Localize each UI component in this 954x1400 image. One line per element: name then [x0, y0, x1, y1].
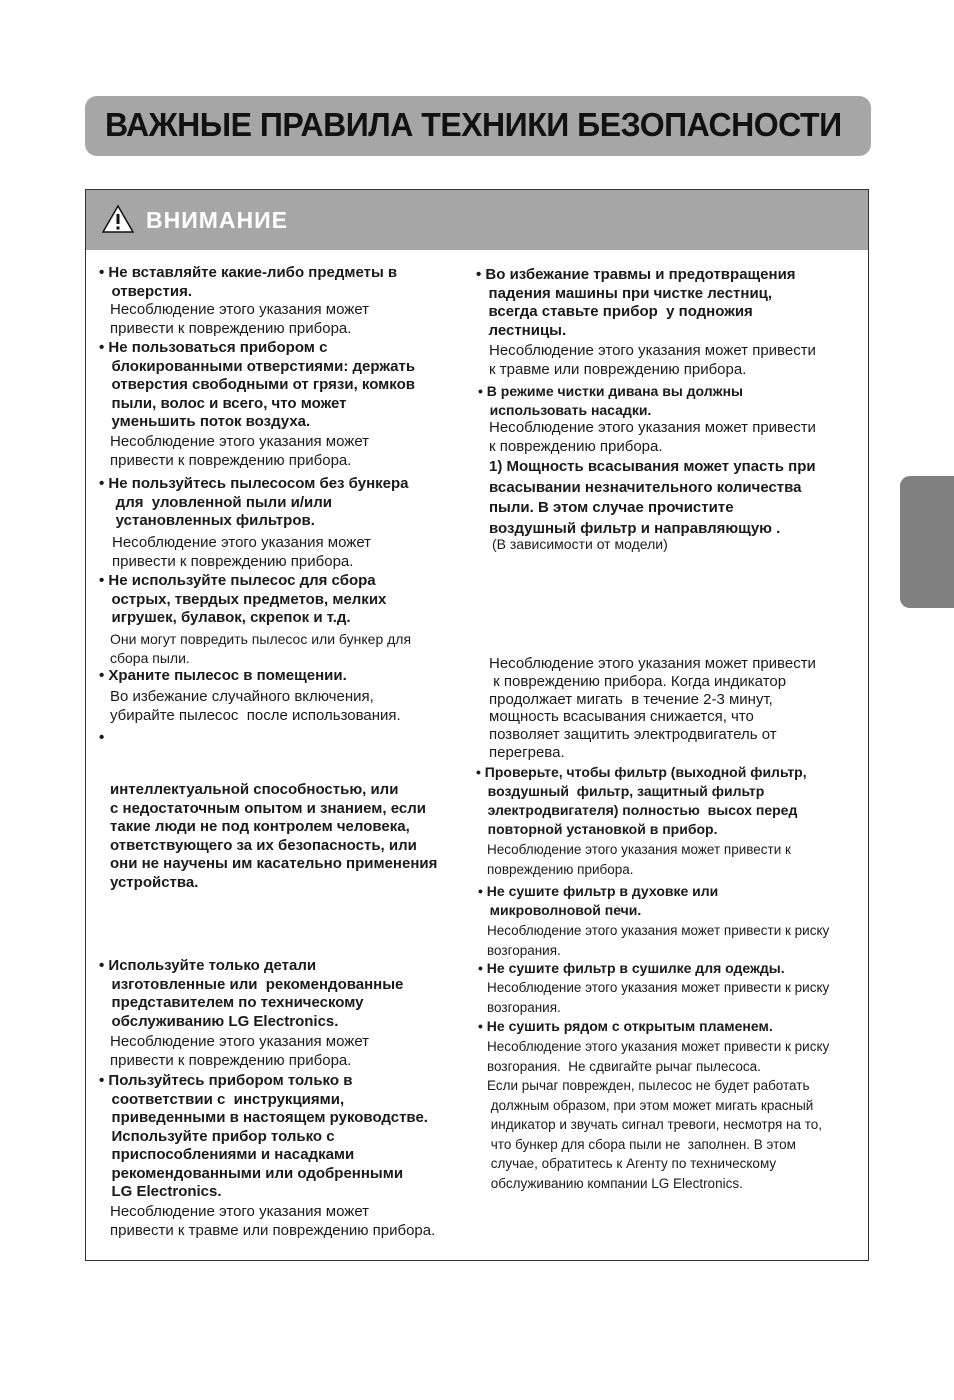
right-item-5-heading: • Не сушите фильтр в духовке или микроволновой печи. — [478, 883, 719, 918]
right-item-7-heading: • Не сушить рядом с открытым пламенем. — [478, 1018, 773, 1034]
left-item-6-text: интеллектуальной способностью, или с недостаточным опытом и знанием, если такие люди не под контролем человека, ответствующего за их безопасность, или они не научены им касательно применения устройства. — [110, 781, 438, 891]
page-title: ВАЖНЫЕ ПРАВИЛА ТЕХНИКИ БЕЗОПАСНОСТИ — [105, 106, 842, 143]
right-item-5-text: Несоблюдение этого указания может привести к риску возгорания. — [487, 923, 830, 958]
warning-header — [86, 190, 868, 250]
right-item-6-heading: • Не сушите фильтр в сушилке для одежды. — [478, 960, 785, 976]
right-item-2-note-bold: 1) Мощность всасывания может упасть при всасывании незначительного количества пыли. В этом случае прочистите воздушный фильтр и направляющую . — [489, 458, 816, 537]
left-item-8-heading: • Пользуйтесь прибором только в соответствии с инструкциями, приведенными в настоящем руководстве. Используйте прибор только с приспособлениями и насадками рекомендованными или одобренными LG Electronics. — [99, 1072, 428, 1200]
left-item-2-heading: • Не пользоваться прибором с блокированными отверстиями: держать отверстия свободными от грязи, комков пыли, волос и всего, что может уменьшить поток воздуха. — [99, 339, 416, 430]
left-item-4-text: Они могут повредить пылесос или бункер для сбора пыли. — [110, 631, 412, 666]
right-item-2-model-note: (В зависимости от модели) — [492, 536, 668, 552]
left-item-5-text: Во избежание случайного включения, убирайте пылесос после использования. — [110, 688, 401, 724]
left-item-8-text: Несоблюдение этого указания может привести к травме или повреждению прибора. — [110, 1203, 436, 1239]
right-item-4-heading: • Проверьте, чтобы фильтр (выходной фильтр, воздушный фильтр, защитный фильтр электродвигателя) полностью высох перед повторной установкой в прибор. — [476, 764, 807, 837]
left-item-1-heading: • Не вставляйте какие-либо предметы в отверстия. — [99, 264, 398, 300]
side-tab — [900, 476, 954, 608]
warning-label: ВНИМАНИЕ — [146, 207, 289, 233]
right-item-6-text: Несоблюдение этого указания может привести к риску возгорания. — [487, 980, 830, 1015]
left-item-2-text: Несоблюдение этого указания может привести к повреждению прибора. — [110, 433, 370, 469]
warning-triangle-icon — [102, 204, 134, 234]
right-item-1-heading: • Во избежание травмы и предотвращения падения машины при чистке лестниц, всегда ставьте прибор у подножия лестницы. — [476, 266, 796, 339]
right-item-2-text: Несоблюдение этого указания может привести к повреждению прибора. — [489, 419, 816, 455]
left-item-3-text: Несоблюдение этого указания может привести к повреждению прибора. — [112, 534, 372, 570]
left-item-1-text: Несоблюдение этого указания может привести к повреждению прибора. — [110, 301, 370, 337]
left-item-6-bullet: • — [99, 729, 105, 746]
right-item-2-heading: • В режиме чистки дивана вы должны использовать насадки. — [478, 383, 743, 418]
left-item-3-heading: • Не пользуйтесь пылесосом без бункера для уловленной пыли и/или установленных фильтров. — [99, 475, 409, 529]
title-bar — [85, 96, 871, 156]
left-item-4-heading: • Не используйте пылесос для сбора острых, твердых предметов, мелких игрушек, булавок, скрепок и т.д. — [99, 572, 387, 626]
right-item-7-text: Несоблюдение этого указания может привести к риску возгорания. Не сдвигайте рычаг пылесоса. Если рычаг поврежден, пылесос не будет работать должным образом, при этом может мигать красный индикатор и звучать сигнал тревоги, несмотря на то, что бункер для сбора пыли не заполнен. В этом случае, обратитесь к Агенту по техническому обслуживанию компании LG Electronics. — [487, 1039, 830, 1191]
right-item-3-text: Несоблюдение этого указания может привести к повреждению прибора. Когда индикатор продолжает мигать в течение 2-3 минут, мощность всасывания снижается, что позволяет защитить электродвигатель от перегрева. — [489, 655, 816, 761]
right-item-1-text: Несоблюдение этого указания может привести к травме или повреждению прибора. — [489, 342, 816, 378]
left-item-7-text: Несоблюдение этого указания может привести к повреждению прибора. — [110, 1033, 370, 1069]
right-item-4-text: Несоблюдение этого указания может привести к повреждению прибора. — [487, 842, 791, 877]
left-item-5-heading: • Храните пылесос в помещении. — [99, 667, 347, 684]
left-item-7-heading: • Используйте только детали изготовленные или рекомендованные представителем по техническому обслуживанию LG Electronics. — [99, 957, 404, 1030]
